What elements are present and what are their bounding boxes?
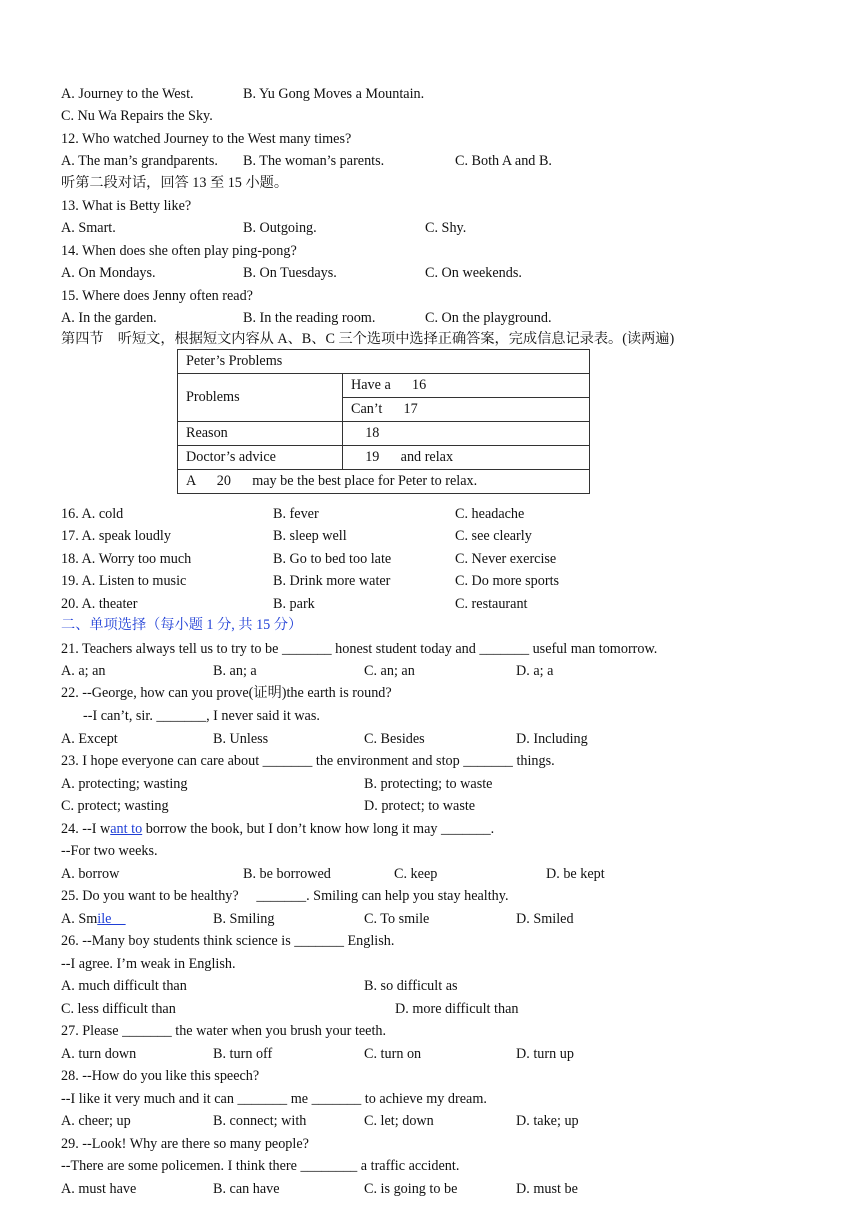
- q24-reply: --For two weeks.: [61, 843, 158, 859]
- q13-option-a: A. Smart.: [61, 220, 116, 236]
- q26-reply: --I agree. I’m weak in English.: [61, 956, 236, 972]
- q28-stem: 28. --How do you like this speech?: [61, 1068, 260, 1084]
- problem-cant: Can’t 17: [343, 398, 590, 422]
- q27-option-d: D. turn up: [516, 1046, 574, 1062]
- q29-reply: --There are some policemen. I think there ________ a traffic accident.: [61, 1158, 460, 1174]
- q24-stem-link[interactable]: ant to: [110, 821, 143, 837]
- q22-option-c: C. Besides: [364, 731, 425, 747]
- q25-option-b: B. Smiling: [213, 911, 275, 927]
- table-footer: A 20 may be the best place for Peter to relax.: [178, 470, 590, 494]
- q11-option-a: A. Journey to the West.: [61, 86, 194, 102]
- q13-stem: 13. What is Betty like?: [61, 198, 192, 214]
- q26-option-d: D. more difficult than: [395, 1001, 519, 1017]
- q18-option-b: B. Go to bed too late: [273, 551, 392, 567]
- q14-option-b: B. On Tuesdays.: [243, 265, 337, 281]
- q23-option-b: B. protecting; to waste: [364, 776, 493, 792]
- info-record-table: [177, 349, 590, 494]
- q29-option-b: B. can have: [213, 1181, 280, 1197]
- q14-option-a: A. On Mondays.: [61, 265, 156, 281]
- q18-option-a: 18. A. Worry too much: [61, 551, 192, 567]
- q16-option-b: B. fever: [273, 506, 319, 522]
- q15-option-c: C. On the playground.: [425, 310, 552, 326]
- q22-stem: 22. --George, how can you prove(证明)the earth is round?: [61, 685, 392, 701]
- q12-option-c: C. Both A and B.: [455, 153, 552, 169]
- q25-option-a-start: A. Sm: [61, 911, 98, 927]
- q25-option-a-link[interactable]: ile: [97, 911, 126, 927]
- section2-intro: 听第二段对话，回答 13 至 15 小题。: [61, 175, 289, 191]
- q15-option-a: A. In the garden.: [61, 310, 157, 326]
- q28-option-a: A. cheer; up: [61, 1113, 131, 1129]
- q28-reply: --I like it very much and it can _______ me _______ to achieve my dream.: [61, 1091, 487, 1107]
- q26-stem: 26. --Many boy students think science is _______ English.: [61, 933, 395, 949]
- q21-option-d: D. a; a: [516, 663, 554, 679]
- q24-stem-start: 24. --I w: [61, 821, 111, 837]
- q20-option-c: C. restaurant: [455, 596, 528, 612]
- q12-option-a: A. The man’s grandparents.: [61, 153, 218, 169]
- q21-option-a: A. a; an: [61, 663, 106, 679]
- q23-stem: 23. I hope everyone can care about _______ the environment and stop _______ things.: [61, 753, 555, 769]
- q23-option-a: A. protecting; wasting: [61, 776, 188, 792]
- q12-stem: 12. Who watched Journey to the West many times?: [61, 131, 352, 147]
- advice-blank: 19 and relax: [343, 446, 590, 470]
- q14-option-c: C. On weekends.: [425, 265, 522, 281]
- reason-label: Reason: [178, 422, 343, 446]
- q28-option-c: C. let; down: [364, 1113, 434, 1129]
- q15-stem: 15. Where does Jenny often read?: [61, 288, 253, 304]
- q28-option-d: D. take; up: [516, 1113, 579, 1129]
- q23-option-d: D. protect; to waste: [364, 798, 476, 814]
- problem-have: Have a 16: [343, 374, 590, 398]
- q26-option-b: B. so difficult as: [364, 978, 458, 994]
- q24-option-a: A. borrow: [61, 866, 120, 882]
- q12-option-b: B. The woman’s parents.: [243, 153, 385, 169]
- q15-option-b: B. In the reading room.: [243, 310, 376, 326]
- q25-option-c: C. To smile: [364, 911, 430, 927]
- q24-option-d: D. be kept: [546, 866, 605, 882]
- q17-option-c: C. see clearly: [455, 528, 532, 544]
- q25-stem: 25. Do you want to be healthy? _______. Smiling can help you stay healthy.: [61, 888, 509, 904]
- q22-option-b: B. Unless: [213, 731, 269, 747]
- q28-option-b: B. connect; with: [213, 1113, 307, 1129]
- q21-option-b: B. an; a: [213, 663, 257, 679]
- q11-option-b: B. Yu Gong Moves a Mountain.: [243, 86, 425, 102]
- q29-stem: 29. --Look! Why are there so many people?: [61, 1136, 309, 1152]
- table-title: Peter’s Problems: [178, 350, 590, 374]
- part2-heading: 二、单项选择（每小题 1 分, 共 15 分）: [61, 617, 303, 633]
- q27-option-c: C. turn on: [364, 1046, 422, 1062]
- advice-label: Doctor’s advice: [178, 446, 343, 470]
- q24-stem-end: borrow the book, but I don’t know how long it may _______.: [142, 821, 495, 837]
- q16-option-a: 16. A. cold: [61, 506, 124, 522]
- q14-stem: 14. When does she often play ping-pong?: [61, 243, 297, 259]
- q13-option-b: B. Outgoing.: [243, 220, 317, 236]
- q19-option-a: 19. A. Listen to music: [61, 573, 187, 589]
- q19-option-b: B. Drink more water: [273, 573, 391, 589]
- q25-option-d: D. Smiled: [516, 911, 574, 927]
- q16-option-c: C. headache: [455, 506, 525, 522]
- q22-option-d: D. Including: [516, 731, 588, 747]
- q20-option-a: 20. A. theater: [61, 596, 138, 612]
- section4-intro: 第四节 听短文，根据短文内容从 A、B、C 三个选项中选择正确答案，完成信息记录表。(读两遍): [61, 331, 675, 347]
- q24-option-c: C. keep: [394, 866, 438, 882]
- q27-stem: 27. Please _______ the water when you brush your teeth.: [61, 1023, 387, 1039]
- q11-option-c: C. Nu Wa Repairs the Sky.: [61, 108, 213, 124]
- q21-option-c: C. an; an: [364, 663, 415, 679]
- q29-option-c: C. is going to be: [364, 1181, 458, 1197]
- q24-stem: [61, 820, 494, 838]
- q27-option-b: B. turn off: [213, 1046, 273, 1062]
- q22-reply: --I can’t, sir. _______, I never said it was.: [83, 708, 320, 724]
- q18-option-c: C. Never exercise: [455, 551, 557, 567]
- q24-option-b: B. be borrowed: [243, 866, 331, 882]
- q21-stem: 21. Teachers always tell us to try to be _______ honest student today and _______ useful man tomorrow.: [61, 641, 658, 657]
- q27-option-a: A. turn down: [61, 1046, 137, 1062]
- q29-option-a: A. must have: [61, 1181, 137, 1197]
- q13-option-c: C. Shy.: [425, 220, 467, 236]
- q19-option-c: C. Do more sports: [455, 573, 560, 589]
- q26-option-a: A. much difficult than: [61, 978, 187, 994]
- q20-option-b: B. park: [273, 596, 315, 612]
- q22-option-a: A. Except: [61, 731, 118, 747]
- problems-label: Problems: [178, 374, 343, 422]
- q23-option-c: C. protect; wasting: [61, 798, 169, 814]
- q26-option-c: C. less difficult than: [61, 1001, 176, 1017]
- q17-option-a: 17. A. speak loudly: [61, 528, 171, 544]
- q17-option-b: B. sleep well: [273, 528, 347, 544]
- q29-option-d: D. must be: [516, 1181, 578, 1197]
- q25-option-a: [61, 910, 126, 928]
- reason-blank: 18: [343, 422, 590, 446]
